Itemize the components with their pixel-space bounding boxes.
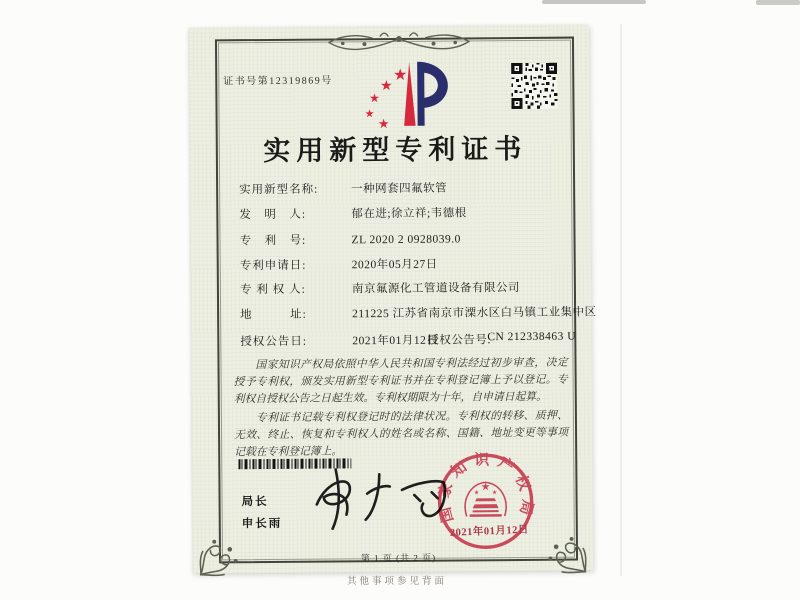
svg-text:★: ★	[377, 117, 390, 133]
field-application-date	[240, 255, 570, 274]
legal-paragraph-1: 国家知识产权局依照中华人民共和国专利法经过初步审查，决定授予专利权，颁发实用新型专利证书并在专利登记簿上予以登记。专利权自授权公告之日起生效。专利权期限为十年，自申请日起算。	[233, 356, 568, 406]
grant-number-label: 授权公告号:	[427, 334, 492, 347]
field-label: 实用新型名称:	[239, 183, 319, 197]
svg-text:★: ★	[379, 77, 393, 95]
field-label: 发 明 人:	[239, 208, 307, 222]
field-value: 郁在进;徐立祥;韦德根	[351, 207, 467, 221]
field-label: 地 址:	[240, 308, 307, 322]
grant-number-value: CN 212338463 U	[487, 330, 577, 344]
svg-text:★: ★	[368, 91, 380, 106]
svg-text:★: ★	[473, 489, 480, 497]
legal-paragraph-2: 专利证书记载专利权登记时的法律状况。专利权的转移、质押、无效、终止、恢复和专利权人的姓名或名称、国籍、地址变更等事项记载在专利登记簿上。	[234, 409, 569, 459]
seal-date-stamp: 2021年01月12日	[449, 524, 530, 539]
scan-artifact	[620, 24, 622, 576]
field-label: 授权公告日:	[240, 335, 308, 349]
signature-icon	[304, 462, 453, 545]
svg-text:★: ★	[392, 64, 408, 84]
field-utility-model-name	[239, 179, 569, 198]
field-value: 2021年01月12日	[352, 334, 439, 348]
seal-text: 国家知识产权局	[435, 452, 536, 524]
scan-artifact	[542, 0, 646, 4]
field-grant-date-and-number	[240, 330, 577, 350]
certificate-title: 实用新型专利证书	[263, 133, 528, 166]
field-label: 专 利 号:	[239, 234, 307, 248]
field-value: 一种网套四氟软管	[351, 182, 448, 196]
page-number: 第 1 页 (共 2 页)	[360, 552, 437, 564]
field-inventors	[239, 204, 569, 223]
signer-name: 申长雨	[241, 517, 283, 531]
field-value: 211225 江苏省南京市溧水区白马镇工业集中区	[352, 306, 597, 321]
field-label: 专利申请日:	[239, 259, 307, 273]
signer-title: 局长	[241, 495, 269, 509]
field-patent-number	[239, 230, 569, 249]
svg-text:★: ★	[480, 480, 491, 494]
scan-artifact	[756, 0, 800, 5]
certificate-number: 证书号第12319869号	[223, 75, 333, 88]
field-value: ZL 2020 2 0928039.0	[351, 233, 461, 247]
field-address	[240, 304, 597, 323]
cnipa-logo-icon	[356, 56, 451, 133]
field-label: 专 利 权 人:	[239, 283, 306, 297]
field-value: 南京氟源化工管道设备有限公司	[351, 281, 520, 296]
field-patentee	[240, 279, 570, 298]
certificate-paper	[189, 24, 597, 573]
legal-text	[233, 355, 568, 464]
svg-text:★: ★	[491, 489, 498, 497]
qr-code-icon	[511, 63, 557, 109]
field-value: 2020年05月27日	[351, 258, 438, 272]
back-note: 其他事项参见背面	[346, 577, 447, 587]
svg-text:★: ★	[364, 107, 375, 121]
